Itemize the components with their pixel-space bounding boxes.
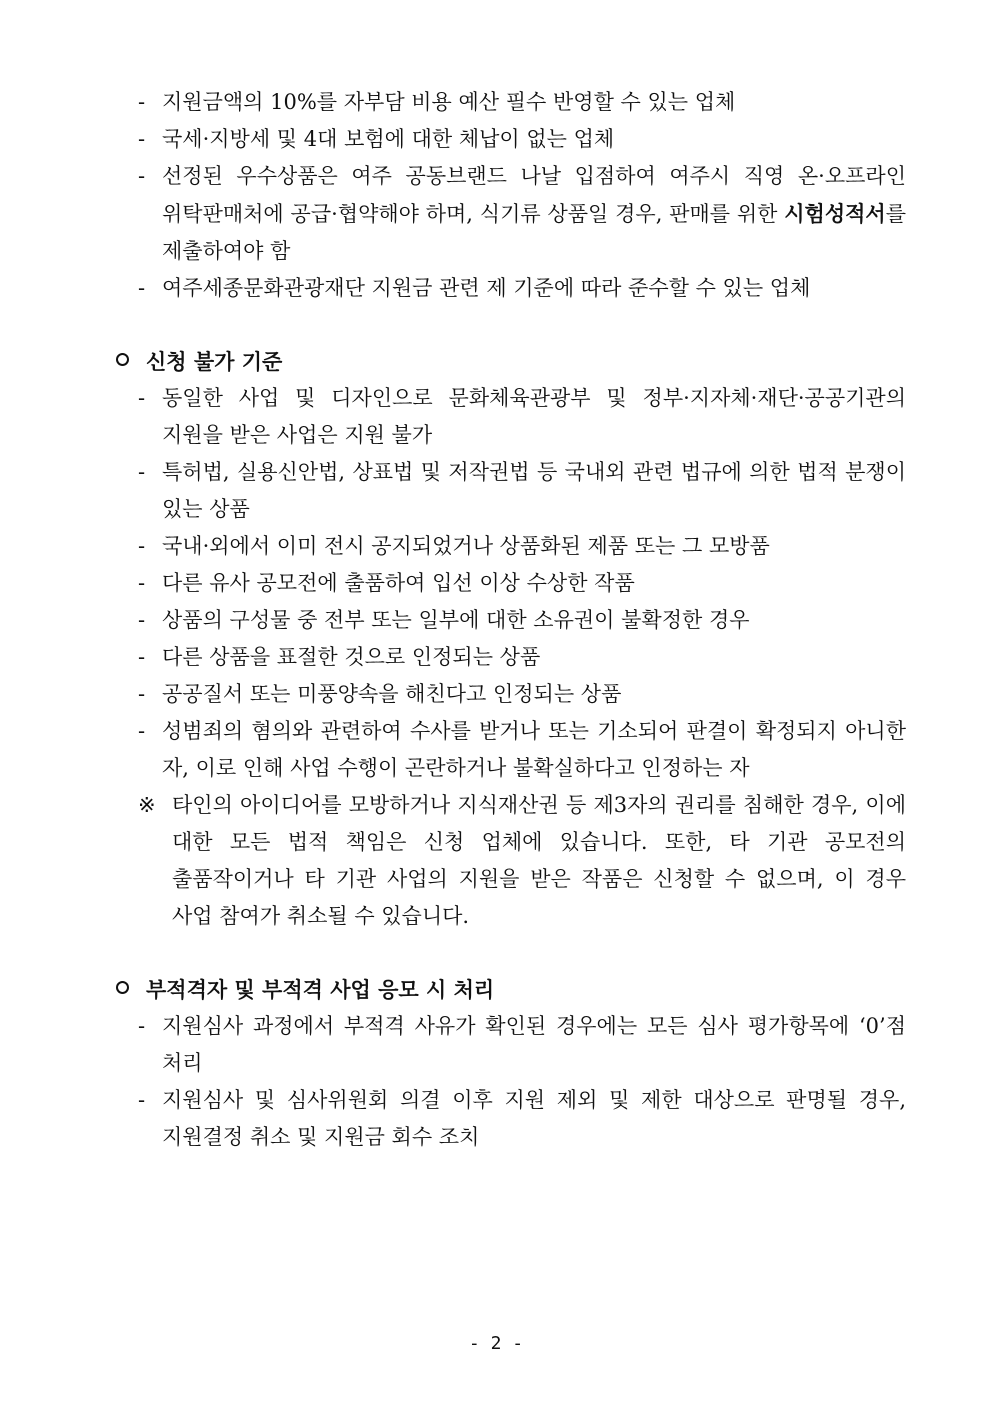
list-item — [116, 270, 906, 307]
dash-bullet: - — [138, 1088, 146, 1112]
list-item-text: 공공질서 또는 미풍양속을 해친다고 인정되는 상품 — [162, 682, 622, 706]
list-item — [116, 1082, 906, 1156]
list-item-text: 지원심사 및 심사위원회 의결 이후 지원 제외 및 제한 대상으로 판명될 경우, 지원결정 취소 및 지원금 회수 조치 — [162, 1088, 906, 1149]
dash-bullet: - — [138, 90, 146, 114]
section-gap — [116, 935, 906, 971]
emphasis-text: 시험성적서 — [784, 201, 886, 226]
dash-bullet: - — [138, 719, 146, 743]
dash-bullet: - — [138, 386, 146, 410]
list-item-text: 지원금액의 10%를 자부담 비용 예산 필수 반영할 수 있는 업체 — [162, 90, 736, 114]
list-item — [116, 639, 906, 676]
dash-bullet: - — [138, 460, 146, 484]
list-item-text: 선정된 우수상품은 여주 공동브랜드 나날 입점하여 여주시 직영 온·오프라인 위탁판매처에 공급·협약해야 하며, 식기류 상품일 경우, 판매를 위한 — [162, 164, 906, 226]
list-item-text: 동일한 사업 및 디자인으로 문화체육관광부 및 정부·지자체·재단·공공기관의 지원을 받은 사업은 지원 불가 — [162, 386, 906, 447]
list-item-text: 국내·외에서 이미 전시 공지되었거나 상품화된 제품 또는 그 모방품 — [162, 534, 770, 558]
list-item-text: 특허법, 실용신안법, 상표법 및 저작권법 등 국내외 관련 법규에 의한 법적 분쟁이 있는 상품 — [162, 460, 906, 521]
list-item-text: 여주세종문화관광재단 지원금 관련 제 기준에 따라 준수할 수 있는 업체 — [162, 276, 811, 300]
page-content — [116, 84, 906, 1156]
dash-bullet: - — [138, 534, 146, 558]
note-text: 타인의 아이디어를 모방하거나 지식재산권 등 제3자의 권리를 침해한 경우, 이에 대한 모든 법적 책임은 신청 업체에 있습니다. 또한, 타 기관 공모전의 출품작이거나 타 기관 사업의 지원을 받은 작품은 신청할 수 없으며, 이 경우 사업 참여가 취소될 수 있습니다. — [172, 793, 906, 928]
circle-bullet-icon — [116, 353, 129, 366]
dash-bullet: - — [138, 164, 146, 188]
list-item — [116, 84, 906, 121]
section-heading — [116, 971, 906, 1008]
list-item-text: 를 제출하여야 함 — [162, 202, 906, 263]
list-item — [116, 676, 906, 713]
dash-bullet: - — [138, 127, 146, 151]
section-gap — [116, 307, 906, 343]
list-item-text: 지원심사 과정에서 부적격 사유가 확인된 경우에는 모든 심사 평가항목에 ‘0’점 처리 — [162, 1014, 906, 1075]
list-item — [116, 380, 906, 454]
list-item — [116, 158, 906, 270]
list-item-text: 다른 유사 공모전에 출품하여 입선 이상 수상한 작품 — [162, 571, 635, 595]
list-item — [116, 565, 906, 602]
list-item — [116, 528, 906, 565]
section-heading-text: 부적격자 및 부적격 사업 응모 시 처리 — [146, 977, 495, 1002]
list-item — [116, 713, 906, 787]
dash-bullet: - — [138, 608, 146, 632]
reference-mark-icon: ※ — [138, 793, 156, 817]
list-item-text: 상품의 구성물 중 전부 또는 일부에 대한 소유권이 불확정한 경우 — [162, 608, 750, 632]
section-heading-text: 신청 불가 기준 — [146, 349, 283, 374]
page-number: - 2 - — [468, 1333, 524, 1354]
dash-bullet: - — [138, 682, 146, 706]
dash-bullet: - — [138, 276, 146, 300]
note-paragraph — [116, 787, 906, 935]
list-item — [116, 602, 906, 639]
dash-bullet: - — [138, 571, 146, 595]
section-heading — [116, 343, 906, 380]
list-item-text: 성범죄의 혐의와 관련하여 수사를 받거나 또는 기소되어 판결이 확정되지 아니한 자, 이로 인해 사업 수행이 곤란하거나 불확실하다고 인정하는 자 — [162, 719, 906, 780]
list-item — [116, 1008, 906, 1082]
list-item — [116, 121, 906, 158]
dash-bullet: - — [138, 1014, 146, 1038]
list-item-text: 국세·지방세 및 4대 보험에 대한 체납이 없는 업체 — [162, 127, 615, 151]
circle-bullet-icon — [116, 981, 129, 994]
list-item — [116, 454, 906, 528]
dash-bullet: - — [138, 645, 146, 669]
list-item-text: 다른 상품을 표절한 것으로 인정되는 상품 — [162, 645, 541, 669]
